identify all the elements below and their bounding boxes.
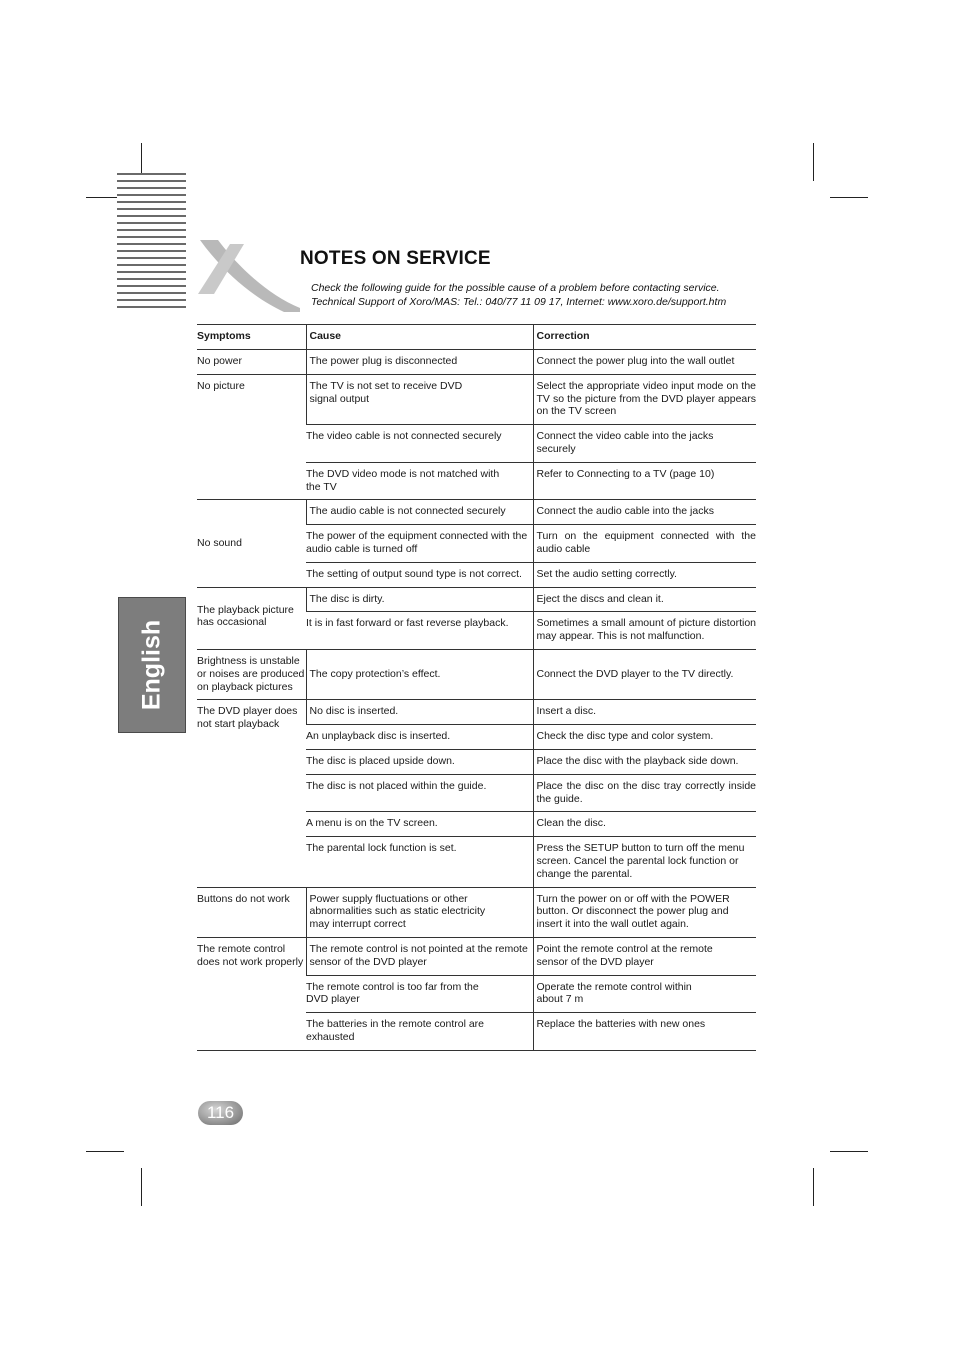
xoro-x-logo-icon [196,236,302,312]
cause-cell: The power of the equipment connected with the audio cable is turned off [306,525,533,563]
correction-cell: Place the disc on the disc tray correctly inside the guide. [533,774,756,812]
cause-cell: Power supply fluctuations or other abnormalities such as static electricity may interrupt correct [306,887,533,937]
symptom-cell: The remote control does not work properly [197,937,306,1050]
column-header-cause: Cause [306,325,533,350]
cause-cell: It is in fast forward or fast reverse playback. [306,612,533,650]
crop-mark [813,143,814,181]
table-row [197,887,756,937]
cause-cell: No disc is inserted. [306,700,533,725]
crop-mark [813,1168,814,1206]
cause-cell: An unplayback disc is inserted. [306,725,533,750]
intro-line: Check the following guide for the possible cause of a problem before contacting service. [311,282,720,294]
intro-text [311,282,726,309]
correction-cell: Connect the video cable into the jacks securely [533,425,756,463]
table-row [197,350,756,375]
crop-mark [86,1151,124,1152]
cause-cell: The DVD video mode is not matched with the TV [306,462,533,500]
cause-cell: The audio cable is not connected securely [306,500,533,525]
crop-mark [830,1151,868,1152]
correction-cell: Replace the batteries with new ones [533,1013,756,1051]
language-tab-label: English [137,619,166,711]
cause-cell: The setting of output sound type is not correct. [306,562,533,587]
cause-cell: The remote control is too far from the DVD player [306,975,533,1013]
cause-cell: The copy protection’s effect. [306,649,533,699]
decorative-stripes [117,173,186,313]
correction-cell: Connect the DVD player to the TV directly. [533,649,756,699]
cause-cell: The batteries in the remote control are exhausted [306,1013,533,1051]
column-header-symptoms: Symptoms [197,325,306,350]
correction-cell: Connect the audio cable into the jacks [533,500,756,525]
symptom-cell: Buttons do not work [197,887,306,937]
table-row [197,937,756,975]
language-tab [118,597,186,733]
cause-cell: The disc is not placed within the guide. [306,774,533,812]
cause-cell: A menu is on the TV screen. [306,812,533,837]
table-header-row [197,325,756,350]
column-header-correction: Correction [533,325,756,350]
symptom-cell: No picture [197,374,306,500]
crop-mark [141,1168,142,1206]
cause-cell: The power plug is disconnected [306,350,533,375]
table-row [197,500,756,525]
cause-cell: The disc is dirty. [306,587,533,612]
correction-cell: Turn the power on or off with the POWER button. Or disconnect the power plug and insert it into the wall outlet again. [533,887,756,937]
correction-cell: Check the disc type and color system. [533,725,756,750]
correction-cell: Sometimes a small amount of picture distortion may appear. This is not malfunction. [533,612,756,650]
correction-cell: Operate the remote control within about 7 m [533,975,756,1013]
correction-cell: Insert a disc. [533,700,756,725]
page-number: 116 [206,1103,235,1122]
cause-cell: The video cable is not connected securely [306,425,533,463]
symptom-cell: No power [197,350,306,375]
symptom-cell: No sound [197,500,306,587]
intro-line: Technical Support of Xoro/MAS: Tel.: 040/77 11 09 17, Internet: www.xoro.de/support.htm [311,295,727,308]
cause-cell: The remote control is not pointed at the remote sensor of the DVD player [306,937,533,975]
correction-cell: Point the remote control at the remote sensor of the DVD player [533,937,756,975]
table-row [197,587,756,612]
correction-cell: Select the appropriate video input mode on the TV so the picture from the DVD player appears on the TV screen [533,374,756,424]
correction-cell: Eject the discs and clean it. [533,587,756,612]
table-row [197,374,756,424]
cause-cell: The TV is not set to receive DVD signal output [306,374,533,424]
correction-cell: Clean the disc. [533,812,756,837]
symptom-cell: The DVD player does not start playback [197,700,306,887]
cause-cell: The parental lock function is set. [306,837,533,887]
page-number-badge [198,1101,243,1125]
correction-cell: Turn on the equipment connected with the audio cable [533,525,756,563]
correction-cell: Connect the power plug into the wall outlet [533,350,756,375]
correction-cell: Press the SETUP button to turn off the menu screen. Cancel the parental lock function or change the parental. [533,837,756,887]
correction-cell: Set the audio setting correctly. [533,562,756,587]
cause-cell: The disc is placed upside down. [306,749,533,774]
page-title: NOTES ON SERVICE [300,248,491,269]
crop-mark [830,197,868,198]
service-table [197,324,756,1051]
correction-cell: Refer to Connecting to a TV (page 10) [533,462,756,500]
table-row [197,700,756,725]
symptom-cell: Brightness is unstable or noises are produced on playback pictures [197,649,306,699]
correction-cell: Place the disc with the playback side down. [533,749,756,774]
symptom-cell: The playback picture has occasional [197,587,306,649]
table-row [197,649,756,699]
